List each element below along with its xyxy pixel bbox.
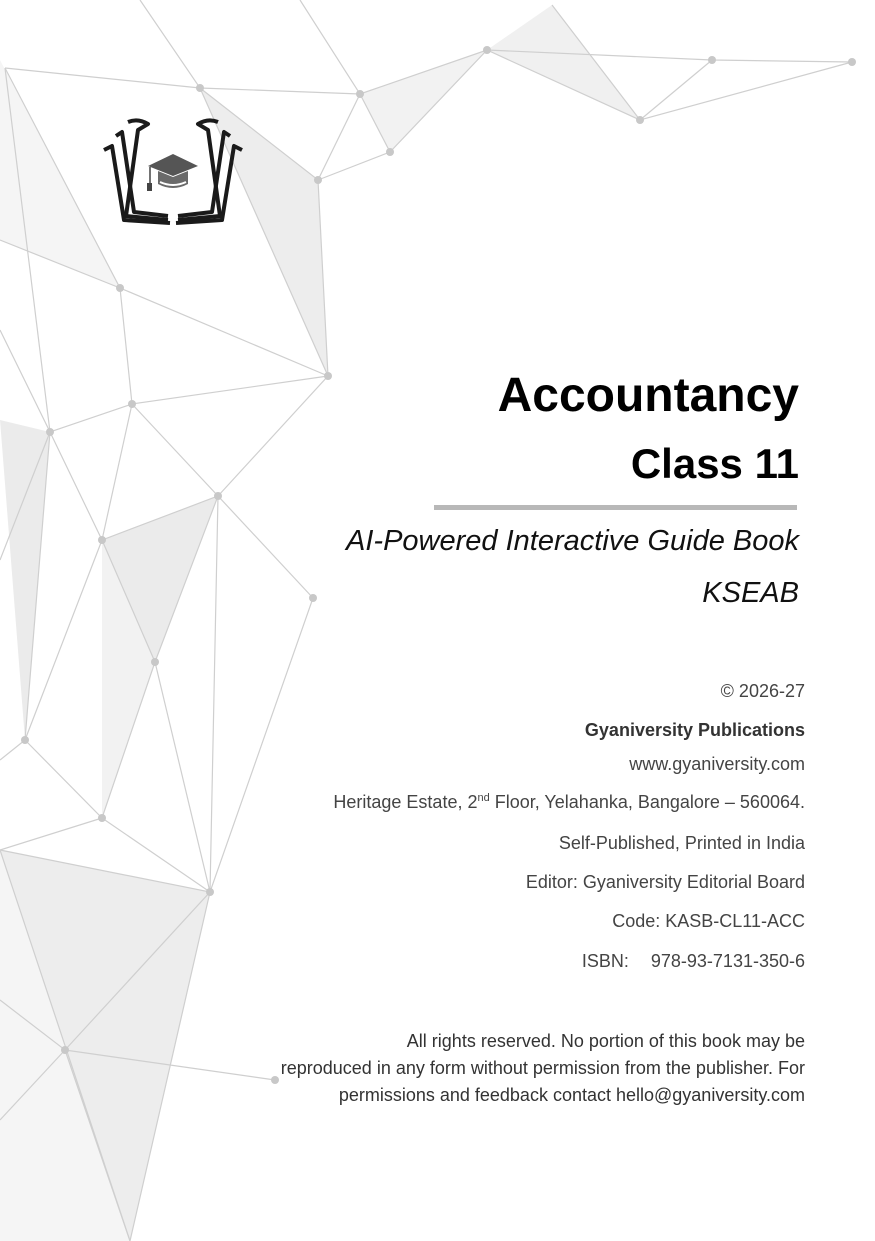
rights-notice: [145, 1028, 805, 1109]
isbn-line: [582, 951, 805, 972]
address-part-2: Floor, Yelahanka, Bangalore – 560064.: [489, 792, 805, 812]
rights-line: reproduced in any form without permission from the publisher. For: [280, 1058, 805, 1078]
publication-status: Self-Published, Printed in India: [558, 833, 805, 853]
isbn-value: 978-93-7131-350-6: [650, 951, 805, 971]
rights-line: permissions and feedback contact hello@gyaniversity.com: [338, 1085, 805, 1105]
publisher-address: [333, 792, 805, 813]
address-part-1: Heritage Estate, 2: [333, 792, 478, 812]
book-code: Code: KASB-CL11-ACC: [612, 911, 805, 931]
website-link[interactable]: www.gyaniversity.com: [629, 754, 805, 774]
open-book-graduation-cap-icon: [98, 116, 248, 226]
class-label: Class 11: [630, 440, 799, 487]
title-divider: [434, 505, 797, 510]
rights-line: All rights reserved. No portion of this book may be: [406, 1031, 805, 1051]
address-ordinal-suffix: nd: [477, 792, 490, 804]
board-name: KSEAB: [702, 577, 799, 609]
book-subtitle: AI-Powered Interactive Guide Book: [346, 525, 799, 557]
isbn-label: ISBN:: [581, 951, 629, 971]
book-title: Accountancy: [497, 369, 799, 422]
copyright-notice: © 2026-27: [720, 681, 805, 701]
publisher-name: Gyaniversity Publications: [584, 720, 805, 740]
editor-credit: Editor: Gyaniversity Editorial Board: [525, 872, 805, 892]
